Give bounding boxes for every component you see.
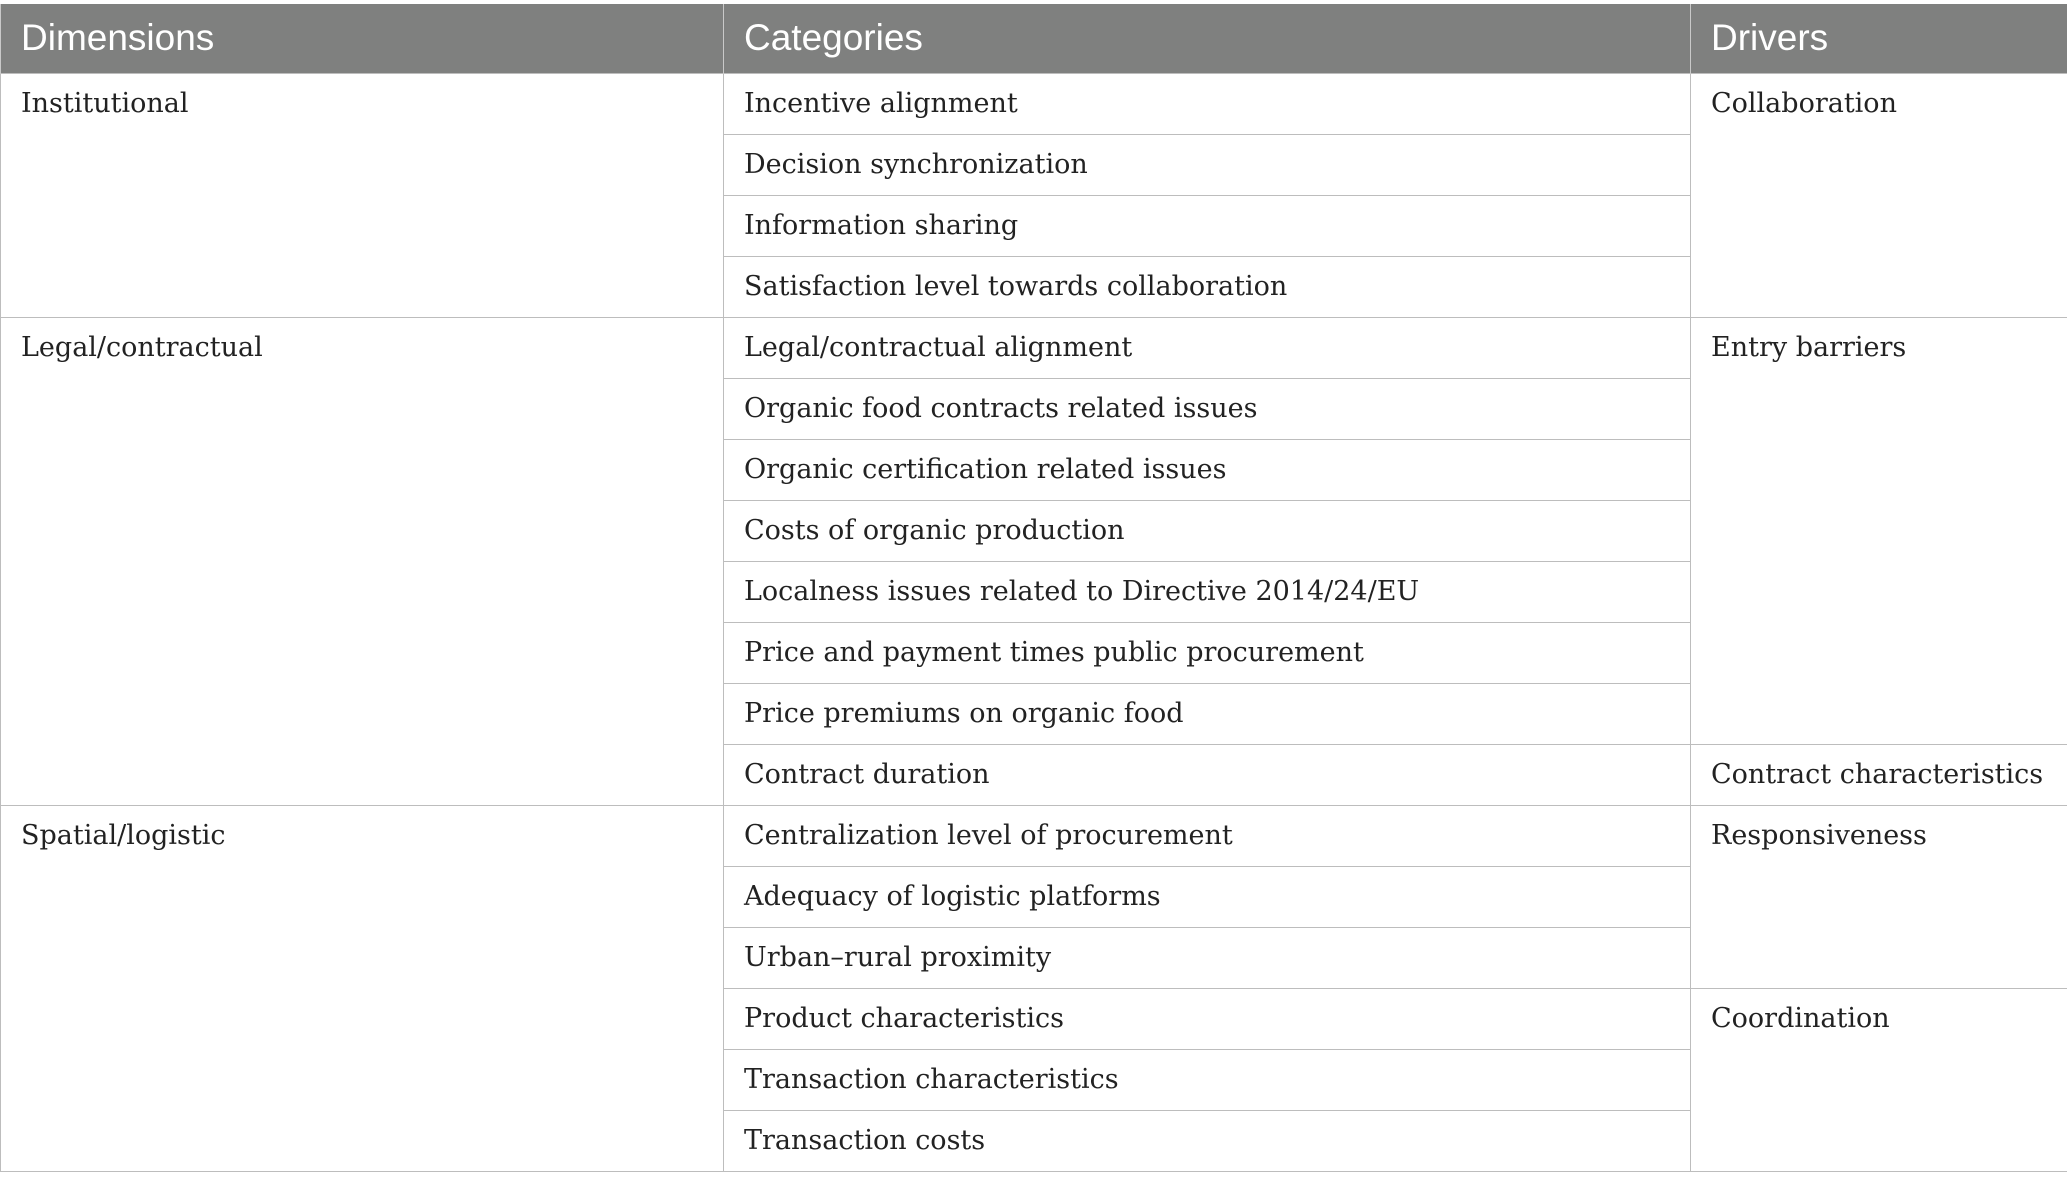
category-cell: Contract duration — [724, 744, 1691, 805]
driver-cell: Contract characteristics — [1691, 744, 2067, 805]
header-dimensions: Dimensions — [1, 4, 724, 73]
table-row — [1, 73, 2067, 134]
category-cell: Decision synchronization — [724, 134, 1691, 195]
category-cell: Localness issues related to Directive 2014/24/EU — [724, 561, 1691, 622]
category-cell: Price premiums on organic food — [724, 683, 1691, 744]
dimensions-table — [0, 4, 2067, 1172]
dimension-cell: Spatial/logistic — [1, 805, 724, 1171]
header-row — [1, 4, 2067, 73]
category-cell: Organic certification related issues — [724, 439, 1691, 500]
category-cell: Legal/contractual alignment — [724, 317, 1691, 378]
category-cell: Organic food contracts related issues — [724, 378, 1691, 439]
driver-cell: Responsiveness — [1691, 805, 2067, 988]
header-drivers: Drivers — [1691, 4, 2067, 73]
driver-cell: Coordination — [1691, 988, 2067, 1171]
category-cell: Price and payment times public procurement — [724, 622, 1691, 683]
category-cell: Centralization level of procurement — [724, 805, 1691, 866]
dimension-cell: Legal/contractual — [1, 317, 724, 805]
header-categories: Categories — [724, 4, 1691, 73]
category-cell: Incentive alignment — [724, 73, 1691, 134]
driver-cell: Collaboration — [1691, 73, 2067, 317]
category-cell: Transaction characteristics — [724, 1049, 1691, 1110]
category-cell: Urban–rural proximity — [724, 927, 1691, 988]
category-cell: Adequacy of logistic platforms — [724, 866, 1691, 927]
category-cell: Information sharing — [724, 195, 1691, 256]
category-cell: Satisfaction level towards collaboration — [724, 256, 1691, 317]
category-cell: Product characteristics — [724, 988, 1691, 1049]
table-container — [0, 4, 2067, 1172]
table-row — [1, 317, 2067, 378]
driver-cell: Entry barriers — [1691, 317, 2067, 744]
table-row — [1, 805, 2067, 866]
category-cell: Costs of organic production — [724, 500, 1691, 561]
category-cell: Transaction costs — [724, 1110, 1691, 1171]
dimension-cell: Institutional — [1, 73, 724, 317]
